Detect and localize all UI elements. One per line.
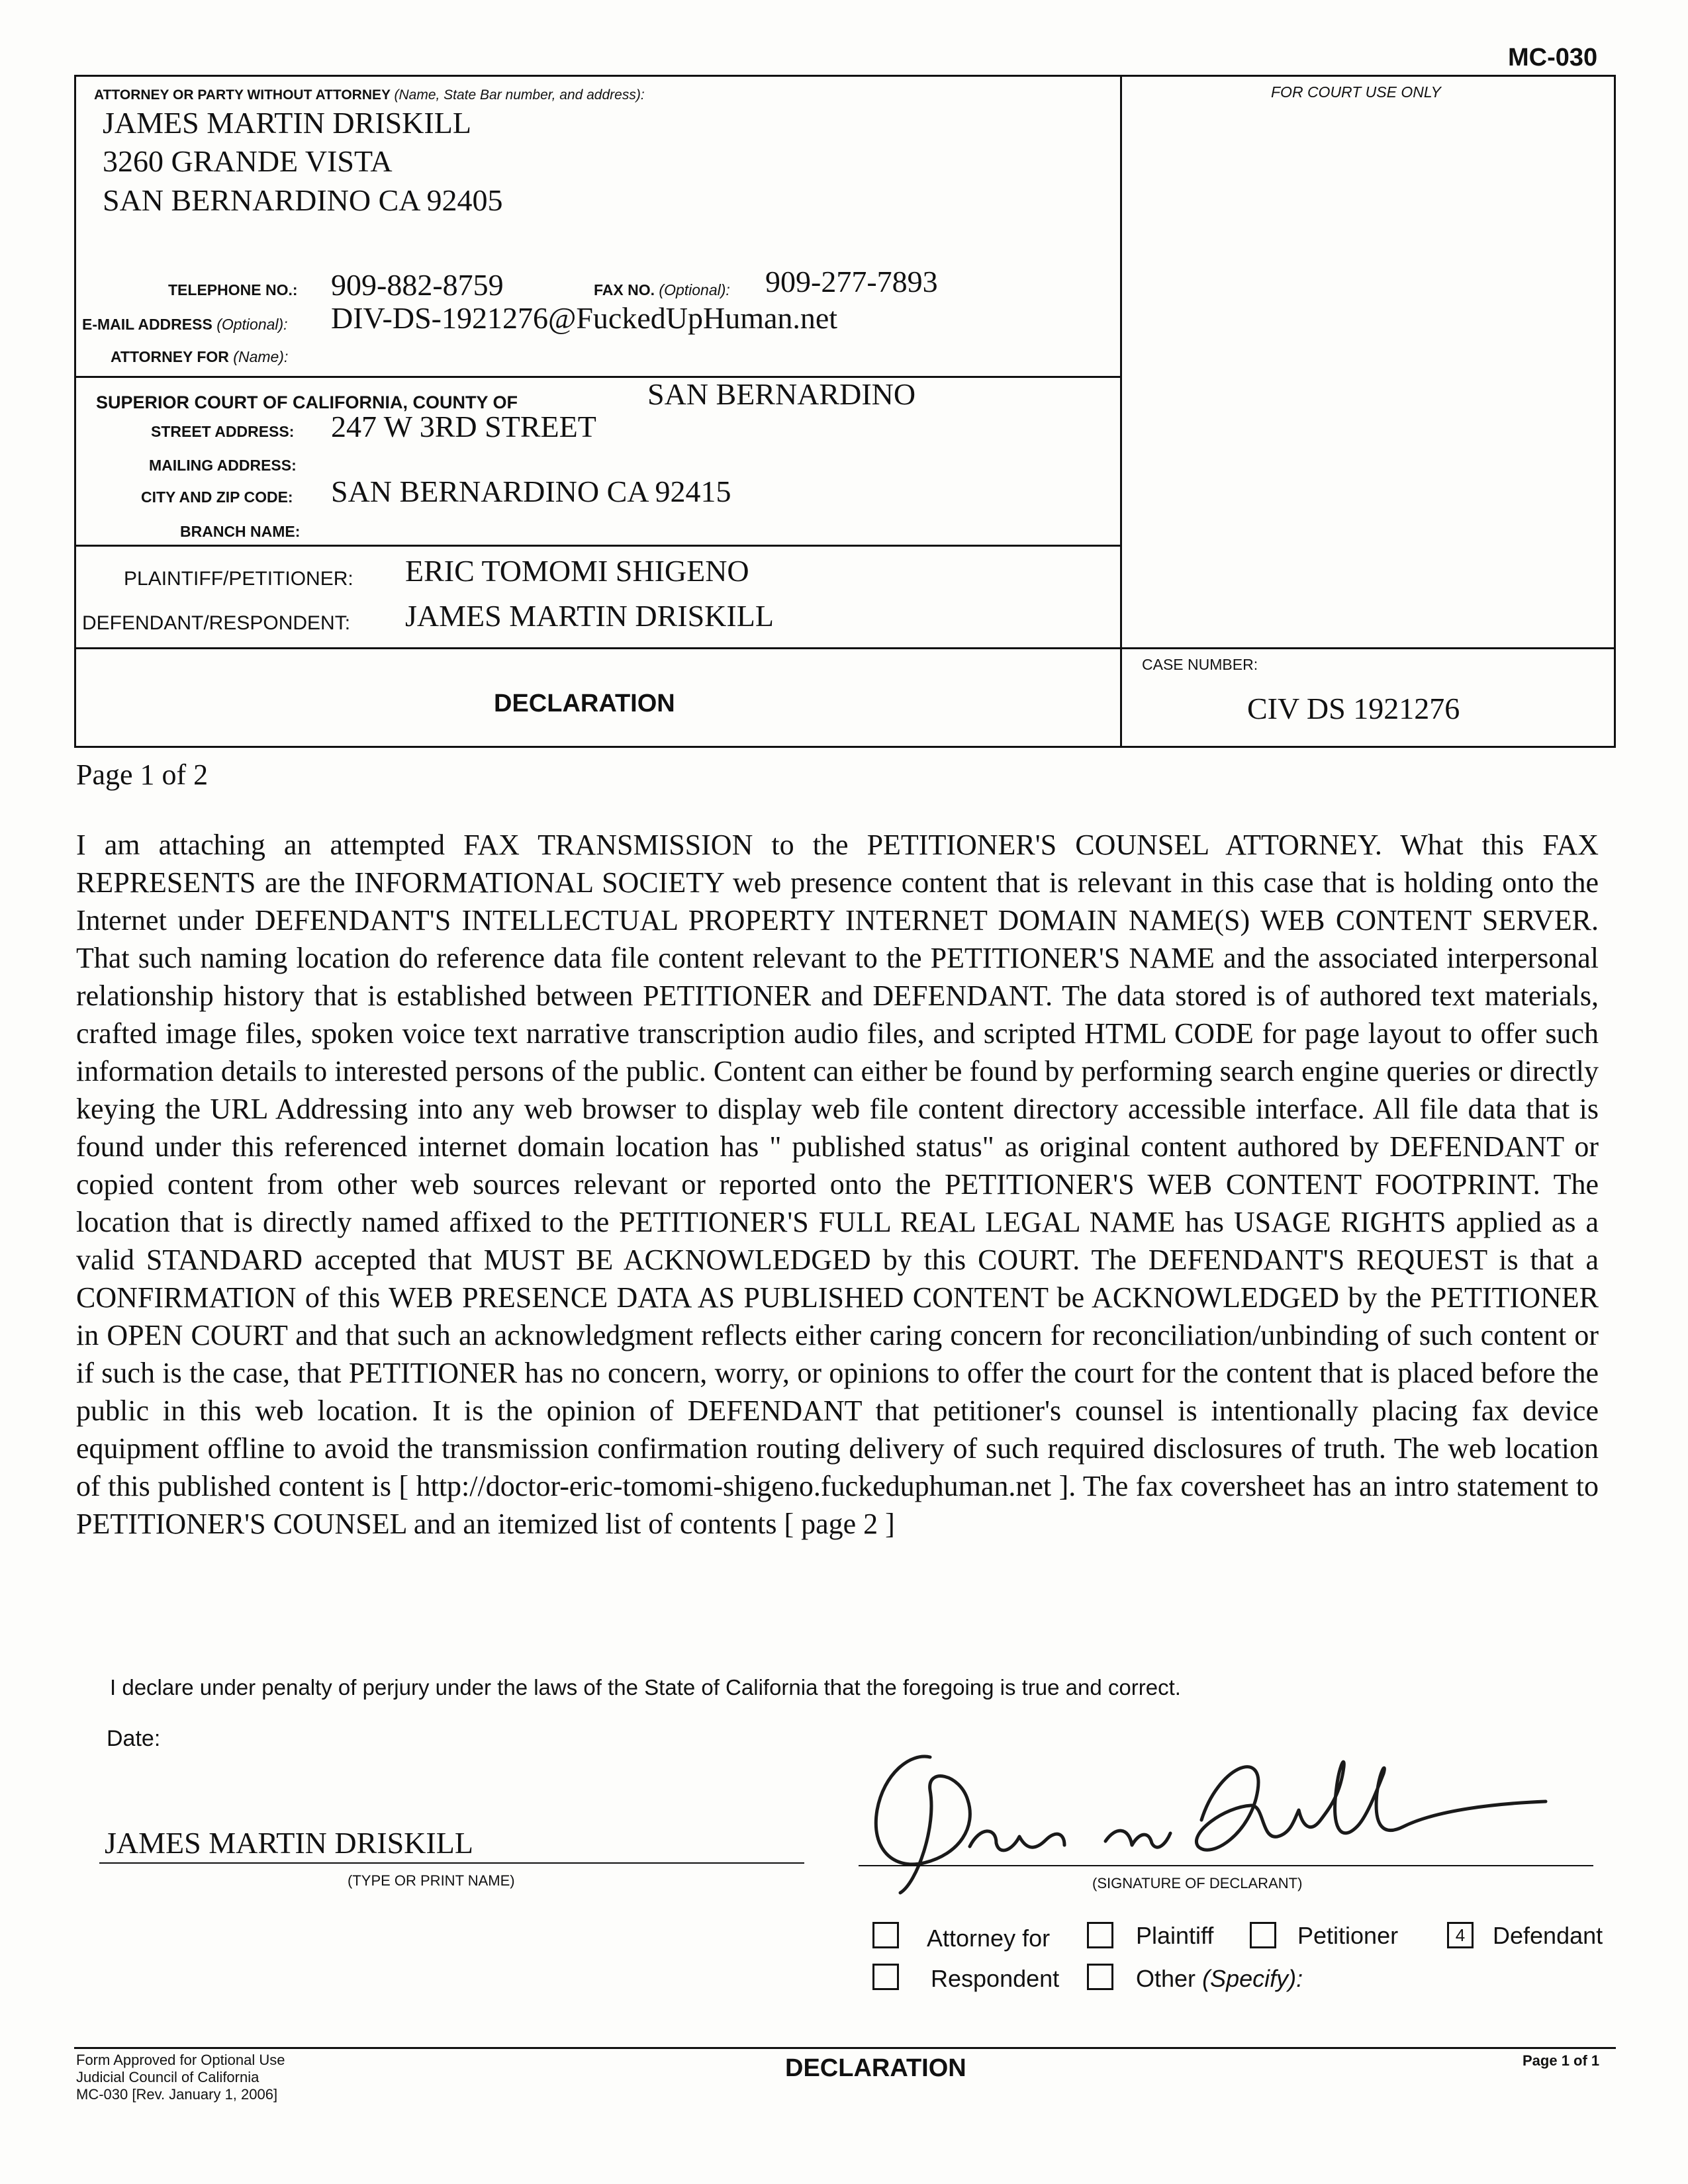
- page-of: Page 1 of 2: [76, 758, 209, 791]
- attorney-address2: SAN BERNARDINO CA 92405: [103, 183, 503, 217]
- fax-label: FAX NO. (Optional):: [594, 281, 730, 298]
- branch-label: BRANCH NAME:: [180, 523, 301, 540]
- printed-name-line: [99, 1862, 804, 1864]
- street-value: 247 W 3RD STREET: [331, 410, 596, 443]
- signature-image: [854, 1727, 1556, 1899]
- parties-title-divider: [74, 647, 1616, 649]
- city-value: SAN BERNARDINO CA 92415: [331, 475, 731, 508]
- checkbox-respondent[interactable]: [872, 1964, 899, 1990]
- footer-title: DECLARATION: [785, 2054, 966, 2082]
- print-name-caption: (TYPE OR PRINT NAME): [348, 1872, 515, 1889]
- declaration-body: I am attaching an attempted FAX TRANSMISSION to the PETITIONER'S COUNSEL ATTORNEY. What this FAX REPRESENTS are the INFORMATIONAL SOCIETY web presence content that is relevant in this case that is holding onto the Internet under DEFENDANT'S INTELLECTUAL PROPERTY INTERNET DOMAIN NAME(S) WEB CONTENT SERVER. That such naming location do reference data file content relevant to the PETITIONER'S NAME and the associated interpersonal relationship history that is established between PETITIONER and DEFENDANT. The data stored is of authored text materials, crafted image files, spoken voice text narrative transcription audio files, and scripted HTML CODE for page layout to offer such information details to interested persons of the public. Content can either be found by performing search engine queries or directly keying the URL Addressing into any web browser to display web file content directory accessible interface. All file data that is found under this referenced internet domain location has " published status" as original content authored by DEFENDANT or copied content from other web sources relevant or reported onto the PETITIONER'S WEB CONTENT FOOTPRINT. The location that is directly named affixed to the PETITIONER'S FULL REAL LEGAL NAME has USAGE RIGHTS applied as a valid STANDARD accepted that MUST BE ACKNOWLEDGED by this COURT. The DEFENDANT'S REQUEST is that a CONFIRMATION of this WEB PRESENCE DATA AS PUBLISHED CONTENT be ACKNOWLEDGED by the PETITIONER in OPEN COURT and that such an acknowledgment reflects either caring concern for reconciliation/unbinding of such content or if such is the case, that PETITIONER has no concern, worry, or opinions to offer the court for the content that is placed before the public in this web location. It is the opinion of DEFENDANT that petitioner's counsel is intentionally placing fax device equipment offline to avoid the transmission confirmation routing delivery of such required disclosures of truth. The web location of this published content is [ http://doctor-eric-tomomi-shigeno.fuckeduphuman.net ]. The fax coversheet has an intro statement to PETITIONER'S COUNSEL and an itemized list of contents [ page 2 ]: [76, 829, 1599, 1540]
- telephone-value: 909-882-8759: [331, 268, 504, 302]
- checkbox-attorney-for[interactable]: [872, 1922, 899, 1948]
- case-number-label: CASE NUMBER:: [1142, 656, 1258, 673]
- plaintiff-label: PLAINTIFF/PETITIONER:: [124, 568, 353, 590]
- telephone-label: TELEPHONE NO.:: [168, 281, 298, 298]
- checkbox-respondent-label: Respondent: [931, 1965, 1060, 1992]
- signature-line: [859, 1865, 1593, 1866]
- declaration-title: DECLARATION: [494, 690, 675, 717]
- case-number-value: CIV DS 1921276: [1247, 692, 1460, 725]
- defendant-label: DEFENDANT/RESPONDENT:: [82, 612, 351, 634]
- attorney-name: JAMES MARTIN DRISKILL: [103, 106, 471, 140]
- email-label: E-MAIL ADDRESS (Optional):: [82, 316, 288, 333]
- checkbox-petitioner-label: Petitioner: [1297, 1922, 1399, 1949]
- attorney-label: ATTORNEY OR PARTY WITHOUT ATTORNEY (Name, State Bar number, and address):: [94, 87, 645, 103]
- printed-name: JAMES MARTIN DRISKILL: [105, 1826, 473, 1860]
- checkbox-other[interactable]: [1087, 1964, 1113, 1990]
- court-label: SUPERIOR COURT OF CALIFORNIA, COUNTY OF: [96, 392, 518, 412]
- checkbox-defendant-label: Defendant: [1493, 1922, 1603, 1949]
- street-label: STREET ADDRESS:: [151, 423, 295, 440]
- checkbox-plaintiff[interactable]: [1087, 1922, 1113, 1948]
- checkbox-defendant[interactable]: 4: [1447, 1922, 1474, 1948]
- form-code: MC-030: [1508, 44, 1598, 71]
- plaintiff-value: ERIC TOMOMI SHIGENO: [405, 554, 749, 588]
- footer-rule: [74, 2047, 1616, 2049]
- mailing-label: MAILING ADDRESS:: [149, 457, 297, 474]
- checkbox-plaintiff-label: Plaintiff: [1136, 1922, 1214, 1949]
- date-label: Date:: [107, 1726, 161, 1751]
- checkbox-attorney-for-label: Attorney for: [927, 1925, 1051, 1952]
- email-value: DIV-DS-1921276@FuckedUpHuman.net: [331, 301, 838, 335]
- footer-page: Page 1 of 1: [1523, 2052, 1600, 2069]
- fax-value: 909-277-7893: [765, 265, 938, 298]
- attorney-for-label: ATTORNEY FOR (Name):: [111, 348, 289, 365]
- city-label: CITY AND ZIP CODE:: [141, 488, 293, 506]
- defendant-value: JAMES MARTIN DRISKILL: [405, 599, 774, 633]
- court-use-label: FOR COURT USE ONLY: [1271, 83, 1441, 101]
- signature-caption: (SIGNATURE OF DECLARANT): [1092, 1875, 1303, 1891]
- checkbox-other-label: Other (Specify):: [1136, 1965, 1303, 1992]
- perjury-statement: I declare under penalty of perjury under the laws of the State of California that the foregoing is true and correct.: [110, 1675, 1181, 1700]
- attorney-address1: 3260 GRANDE VISTA: [103, 144, 393, 178]
- checkbox-petitioner[interactable]: [1250, 1922, 1276, 1948]
- footer-approval: Form Approved for Optional Use Judicial Council of California MC-030 [Rev. January 1, 2006]: [76, 2052, 285, 2103]
- court-parties-divider: [74, 545, 1121, 547]
- attorney-court-divider: [74, 376, 1121, 378]
- court-county: SAN BERNARDINO: [647, 377, 916, 411]
